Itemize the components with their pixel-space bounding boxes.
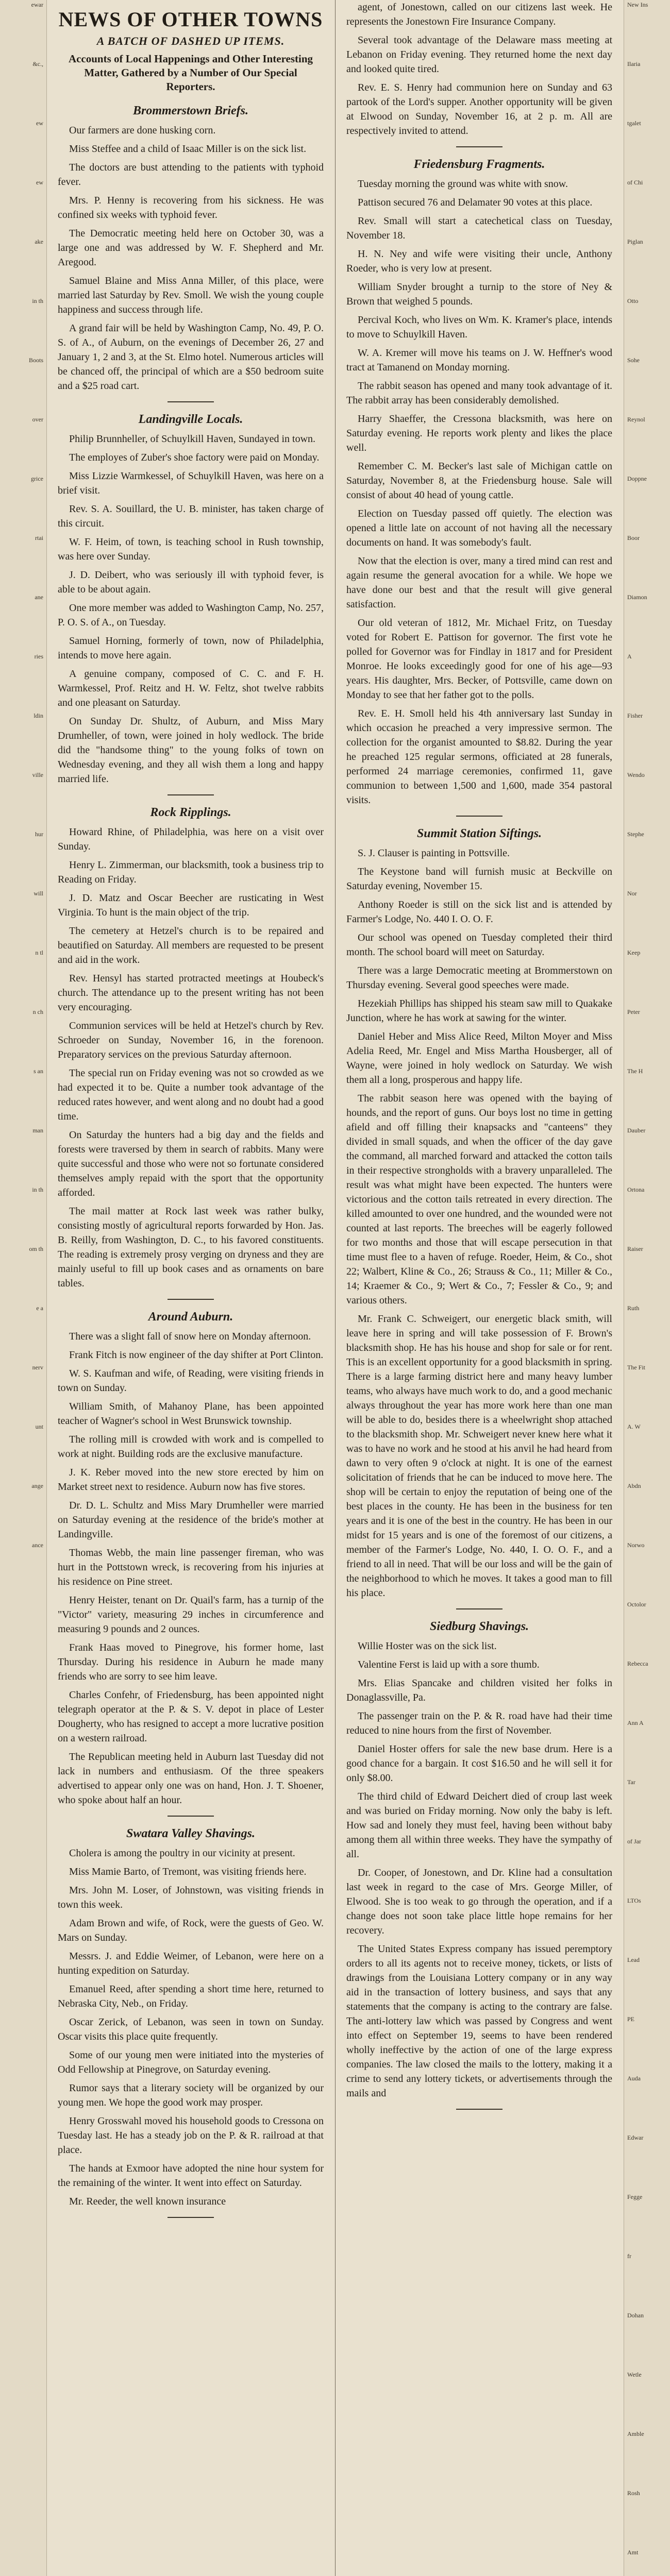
right-margin-strip	[624, 0, 670, 2576]
news-item: The rabbit season has opened and many took advantage of it. The rabbit array has been considerably demolished.	[346, 380, 612, 406]
news-item: Samuel Horning, formerly of town, now of Philadelphia, intends to move here again.	[58, 635, 324, 661]
news-item: Anthony Roeder is still on the sick list and is attended by Farmer's Lodge, No. 440 I. O. O. F.	[346, 899, 612, 925]
section-divider	[167, 794, 214, 795]
margin-fragment: A. W	[627, 1423, 641, 1430]
news-item: agent, of Jonestown, called on our citizens last week. He represents the Jonestown Fire Insurance Company.	[346, 2, 612, 27]
margin-fragment: Abdn	[627, 1482, 641, 1489]
margin-fragment: Doppne	[627, 475, 647, 482]
news-item: Samuel Blaine and Miss Anna Miller, of this place, were married last Saturday by Rev. Smoll. We wish the young couple happiness and success through life.	[58, 275, 324, 315]
news-item: Rumor says that a literary society will be organized by our young men. We hope the good work may prosper.	[58, 2082, 324, 2108]
news-item: Rev. S. A. Souillard, the U. B. minister, has taken charge of this circuit.	[58, 503, 324, 529]
news-item: Thomas Webb, the main line passenger fireman, who was hurt in the Pottstown wreck, is recovering from his injuries at his residence on Pine street.	[58, 1547, 324, 1587]
news-item: Mr. Frank C. Schweigert, our energetic black smith, will leave here in spring and will take possession of F. Brown's blacksmith shop. He has his house and shop for sale or for rent. This is an excellent opportunity for a good blacksmith in spring. There is a large farming district here and many heavy lumber teams, who always have much work to do, and a good mechanic always throughout the year has more work here than one man will be able to do, besides there is a wheelwright shop attached to the blacksmith shop. Mr. Schweigert never knew here what it was to have no work and he stood at his anvil he had heard from dawn to very often 9 o'clock at night. It is one of the earnest solicitation of friends that he can be induced to move here. The shop will be certain to enjoy the reputation of being one of the best places in the county. He has been in the business for ten years and it is one of the best in the country. He has been in our midst for 15 years and is one of the foremost of our citizens, a member of the Farmer's Lodge, No. 440, I. O. O. F., and a friend to all in need. That will be our loss and will be the gain of the neighborhood to which he moves. It takes a good man to fill his place.	[346, 1313, 612, 1599]
news-item: Now that the election is over, many a tired mind can rest and again resume the general avocation for a while. We hope we have done our best and that the result will give general satisfaction.	[346, 555, 612, 610]
margin-fragment: LTOs	[627, 1897, 641, 1904]
margin-fragment: n ch	[32, 1008, 43, 1015]
margin-fragment: Amt	[627, 2549, 639, 2556]
news-item: William Snyder brought a turnip to the store of Ney & Brown that weighed 5 pounds.	[346, 281, 612, 307]
margin-fragment: Dohan	[627, 2312, 644, 2319]
margin-fragment: Diamon	[627, 594, 647, 601]
section-heading: Summit Station Siftings.	[416, 827, 542, 840]
news-item: Henry Grosswahl moved his household goods to Cressona on Tuesday last. He has a steady job on the P. & R. railroad at that place.	[58, 2115, 324, 2156]
news-item: Our farmers are done husking corn.	[69, 125, 216, 136]
news-item: The United States Express company has issued peremptory orders to all its agents not to receive money, tickets, or lists of drawings from the Louisiana Lottery company or in any way aid in the transaction of lottery business, and says that any statements that the company is acting to the contrary are false. The anti-lottery law which was passed by Congress and went into effect on September 19, seems to have been rendered wholly ineffective by the action of one of the large express companies. The law closed the mails to the lottery, making it a crime to send any lottery tickets, or advertisements through the mails and	[346, 1943, 612, 2099]
margin-fragment: ane	[35, 594, 43, 601]
news-item: Miss Steffee and a child of Isaac Miller is on the sick list.	[69, 143, 307, 155]
margin-fragment: man	[32, 1127, 43, 1134]
news-item: Remember C. M. Becker's last sale of Michigan cattle on Saturday, November 8, at the Friedensburg house. Sale will consist of about 40 head of young cattle.	[346, 461, 612, 501]
margin-fragment: of Chi	[627, 179, 643, 186]
margin-fragment: nerv	[32, 1364, 43, 1371]
section-divider	[167, 2217, 214, 2218]
margin-fragment: e a	[36, 1304, 43, 1312]
margin-fragment: ake	[35, 238, 43, 245]
news-item: Mr. Reeder, the well known insurance	[69, 2196, 226, 2207]
margin-fragment: Rosh	[627, 2489, 640, 2497]
news-item: W. F. Heim, of town, is teaching school in Rush township, was here over Sunday.	[58, 536, 324, 562]
news-item: Henry L. Zimmerman, our blacksmith, took a business trip to Reading on Friday.	[58, 859, 324, 885]
news-item: The special run on Friday evening was not so crowded as we had expected it to be. Quite a number took advantage of the reduced rates however, and went along and no doubt had a good time.	[58, 1067, 324, 1122]
margin-fragment: s an	[34, 1067, 43, 1075]
section-divider	[167, 1816, 214, 1817]
margin-fragment: over	[32, 416, 43, 423]
news-item: Howard Rhine, of Philadelphia, was here on a visit over Sunday.	[58, 826, 324, 852]
news-item: Communion services will be held at Hetzel's church by Rev. Schroeder on Sunday, November 16, in the forenoon. Preparatory services on the previous Saturday afternoon.	[58, 1020, 324, 1060]
news-item: Messrs. J. and Eddie Weimer, of Lebanon, were here on a hunting expedition on Saturday.	[58, 1951, 324, 1976]
section-divider	[456, 816, 502, 817]
news-item: Frank Fitch is now engineer of the day shifter at Port Clinton.	[69, 1349, 324, 1361]
margin-fragment: &c.,	[32, 60, 43, 67]
news-item: Mrs. P. Henny is recovering from his sickness. He was confined six weeks with typhoid fever.	[58, 195, 324, 221]
margin-fragment: unt	[35, 1423, 43, 1430]
news-item: Rev. E. H. Smoll held his 4th anniversary last Sunday in which occasion he preached a very impressive sermon. The collection for the organist amounted to $8.82. During the year he preached 125 regular sermons, officiated at 28 funerals, performed 24 marriage ceremonies, confirmed 11, gave communion to between 1,500 and 1,600, made 354 pastoral visits.	[346, 708, 612, 806]
news-item: Rev. E. S. Henry had communion here on Sunday and 63 partook of the Lord's supper. Another opportunity will be given at Elwood on Sunday, November 16, at 2 p. m. All are respectively invited to attend.	[346, 82, 612, 137]
news-item: Tuesday morning the ground was white with snow.	[358, 178, 568, 190]
news-item: On Sunday Dr. Shultz, of Auburn, and Miss Mary Drumheller, of town, were joined in holy wedlock. The bride did the "handsome thing" to the young folks of town on Wednesday evening, and they all wish them a long and happy married life.	[58, 716, 324, 785]
margin-fragment: Lead	[627, 1956, 640, 1963]
news-item: W. S. Kaufman and wife, of Reading, were visiting friends in town on Sunday.	[58, 1368, 324, 1394]
news-item: The Keystone band will furnish music at Beckville on Saturday evening, November 15.	[346, 866, 612, 892]
news-item: Willie Hoster was on the sick list.	[358, 1640, 497, 1652]
margin-fragment: Norwo	[627, 1541, 645, 1549]
margin-fragment: PE	[627, 2015, 635, 2023]
masthead: NEWS OF OTHER TOWNS	[58, 8, 323, 31]
news-item: Miss Mamie Barto, of Tremont, was visiting friends here.	[69, 1866, 307, 1877]
news-item: J. D. Matz and Oscar Beecher are rusticating in West Virginia. To hunt is the main object of the trip.	[58, 892, 324, 918]
news-item: Daniel Heber and Miss Alice Reed, Milton Moyer and Miss Adelia Reed, Mr. Engel and Miss Martha Housberger, all of Wayne, were joined in holy wedlock on Saturday. We wish them all a long, prosperous and happy life.	[346, 1031, 612, 1086]
sub-deck: Accounts of Local Happenings and Other Interesting Matter, Gathered by a Number of Our Special Reporters.	[68, 53, 313, 93]
margin-fragment: grice	[31, 475, 43, 482]
news-item: A grand fair will be held by Washington Camp, No. 49, P. O. S. of A., of Auburn, on the evenings of December 26, 27 and January 1, 2 and 3, at the St. Elmo hotel. Numerous articles will be chanced off, the principal of which are a $50 bedroom suite and a $25 road cart.	[58, 323, 324, 392]
margin-fragment: will	[34, 890, 43, 897]
margin-fragment: Reynol	[627, 416, 645, 423]
news-item: Our old veteran of 1812, Mr. Michael Fritz, on Tuesday voted for Robert E. Pattison for governor. The first vote he polled for Governor was for Findlay in 1817 and for President Monroe. He looks exceedingly good for one of his age—93 years. His daughter, Mrs. Becker, of Pottsville, came down on Monday to see that her father got to the polls.	[346, 617, 612, 701]
news-item: J. K. Reber moved into the new store erected by him on Market street next to residence. Auburn now has five stores.	[58, 1467, 324, 1493]
news-item: The employes of Zuber's shoe factory were paid on Monday.	[69, 452, 320, 463]
margin-fragment: of Jar	[627, 1838, 641, 1845]
margin-fragment: rtai	[35, 534, 43, 541]
news-item: Emanuel Reed, after spending a short time here, returned to Nebraska City, Neb., on Friday.	[58, 1984, 324, 2009]
margin-fragment: The Fit	[627, 1364, 645, 1371]
news-item: Harry Shaeffer, the Cressona blacksmith, was here on Saturday evening. He reports work plenty and likes the place well.	[346, 413, 612, 453]
margin-fragment: The H	[627, 1067, 643, 1075]
margin-fragment: ew	[36, 179, 43, 186]
news-item: Frank Haas moved to Pinegrove, his former home, last Thursday. During his residence in Auburn he made many friends who are sorry to see him leave.	[58, 1642, 324, 1682]
news-item: There was a large Democratic meeting at Brommerstown on Thursday evening. Several good speeches were made.	[346, 965, 612, 991]
margin-fragment: fr	[627, 2252, 631, 2260]
section-heading: Rock Ripplings.	[150, 806, 231, 819]
margin-fragment: Wendo	[627, 771, 645, 778]
section-heading: Friedensburg Fragments.	[413, 158, 545, 171]
news-item: Oscar Zerick, of Lebanon, was seen in town on Sunday. Oscar visits this place quite frequently.	[58, 2016, 324, 2042]
news-item: Daniel Hoster offers for sale the new base drum. Here is a good chance for a bargain. It cost $16.50 and he will sell it for only $8.00.	[346, 1743, 612, 1784]
news-item: Mrs. Elias Spancake and children visited her folks in Donaglassville, Pa.	[346, 1677, 612, 1703]
news-item: The Democratic meeting held here on October 30, was a large one and was addressed by W. F. Shepherd and Mr. Aregood.	[58, 228, 324, 268]
news-item: Dr. Cooper, of Jonestown, and Dr. Kline had a consultation last week in regard to the case of Mrs. George Miller, of Elwood. She is too weak to go through the operation, and if a change does not soon take place little hope remains for her recovery.	[346, 1867, 612, 1936]
margin-fragment: Rebecca	[627, 1660, 648, 1667]
news-item: Charles Confehr, of Friedensburg, has been appointed night telegraph operator at the P. & S. V. depot in place of Lester Dougherty, who has resigned to accept a more lucrative position on a western railroad.	[58, 1689, 324, 1744]
section-heading: Landingville Locals.	[138, 413, 243, 426]
news-item: The Republican meeting held in Auburn last Tuesday did not lack in numbers and enthusiasm. Of the three speakers advertised to appear only one was on hand, Hon. J. T. Shoener, who spoke about half an hour.	[58, 1751, 324, 1806]
margin-fragment: Ann A	[627, 1719, 644, 1726]
news-item: Miss Lizzie Warmkessel, of Schuylkill Haven, was here on a brief visit.	[58, 470, 324, 496]
margin-fragment: Amble	[627, 2430, 644, 2437]
news-item: The hands at Exmoor have adopted the nine hour system for the remaining of the winter. It went into effect on Saturday.	[58, 2163, 324, 2189]
news-item: One more member was added to Washington Camp, No. 257, P. O. S. of A., on Tuesday.	[58, 602, 324, 628]
column-one	[52, 0, 330, 2576]
margin-fragment: om th	[29, 1245, 43, 1252]
news-item: William Smith, of Mahanoy Plane, has been appointed teacher of Wagner's school in West Brunswick township.	[58, 1401, 324, 1427]
margin-fragment: Keep	[627, 949, 641, 956]
news-item: Our school was opened on Tuesday completed their third month. The school board will meet on Saturday.	[346, 932, 612, 958]
section-divider	[167, 1299, 214, 1300]
news-item: The mail matter at Rock last week was rather bulky, consisting mostly of agricultural reports forwarded by Hon. Jas. B. Reilly, from Washington, D. C., to his favored constituents. The reading is extremely prosy verging on dryness and they are mainly useful to fill up book cases and as ornaments on bare tables.	[58, 1206, 324, 1289]
news-item: Rev. Hensyl has started protracted meetings at Houbeck's church. The attendance up to the present writing has not been very encouraging.	[58, 973, 324, 1013]
margin-fragment: ldin	[34, 712, 43, 719]
margin-fragment: Auda	[627, 2075, 641, 2082]
margin-fragment: ville	[32, 771, 43, 778]
news-item: The cemetery at Hetzel's church is to be repaired and beautified on Saturday. All members are requested to be present and aid in the work.	[58, 925, 324, 965]
margin-fragment: Fegge	[627, 2193, 643, 2200]
column-rule	[335, 0, 336, 2576]
news-item: J. D. Deibert, who was seriously ill with typhoid fever, is able to be about again.	[58, 569, 324, 595]
section-divider	[167, 401, 214, 402]
news-item: Henry Heister, tenant on Dr. Quail's farm, has a turnip of the "Victor" variety, measuring 29 inches in circumference and measuring 9 pounds and 2 ounces.	[58, 1595, 324, 1635]
news-item: A genuine company, composed of C. C. and F. H. Warmkessel, Prof. Reitz and H. W. Feltz, shot twelve rabbits and one pleasant on Saturday.	[58, 668, 324, 708]
section-divider	[456, 2109, 502, 2110]
news-item: There was a slight fall of snow here on Monday afternoon.	[69, 1331, 311, 1342]
margin-fragment: in th	[32, 297, 43, 304]
deck-headline: A BATCH OF DASHED UP ITEMS.	[96, 35, 285, 47]
section-heading: Siedburg Shavings.	[429, 1620, 529, 1633]
margin-fragment: ew	[36, 120, 43, 127]
margin-fragment: A	[627, 653, 632, 660]
news-item: The rabbit season here was opened with the baying of hounds, and the report of guns. Our boys lost no time in getting afield and off filling their knapsacks and "canteens" they divided in small squads, and when the officer of the day gave the command, all marched forward and attacked the cotton tails in their respective strongholds with a bravery unparalleled. The result was what might have been expected. The hunters were victorious and the cotton tails retreated in every direction. The killed amounted to over one hundred, and the wounded were not counted at last reports. The breeches will be eagerly followed for two months and those that will escape persecution in that time must flee to a haven of refuge. Roeder, Heim, & Co., shot 22; Walbert, Kline & Co., 26; Strauss & Co., 11; Miller & Co., 14; Kraemer & Co., 9; Wert & Co., 7; Fessler & Co., 9; and various others.	[346, 1093, 612, 1306]
news-item: Dr. D. L. Schultz and Miss Mary Drumheller were married on Saturday evening at the residence of the bride's mother at Landingville.	[58, 1500, 324, 1540]
section-heading: Brommerstown Briefs.	[132, 104, 249, 117]
margin-fragment: Raiser	[627, 1245, 643, 1252]
margin-fragment: tgalet	[627, 120, 641, 127]
margin-fragment: Sohe	[627, 357, 640, 364]
margin-fragment: hur	[35, 831, 43, 838]
margin-fragment: Fisher	[627, 712, 643, 719]
news-item: Rev. Small will start a catechetical class on Tuesday, November 18.	[346, 215, 612, 241]
margin-fragment: ewar	[31, 1, 43, 8]
column-one-body	[58, 104, 324, 2218]
news-item: S. J. Clauser is painting in Pottsville.	[358, 848, 510, 859]
margin-fragment: in th	[32, 1186, 43, 1193]
news-item: W. A. Kremer will move his teams on J. W. Heffner's wood tract at Tamanend on Monday morning.	[346, 347, 612, 373]
margin-fragment: Ruth	[627, 1304, 640, 1312]
news-item: Percival Koch, who lives on Wm. K. Kramer's place, intends to move to Schuylkill Haven.	[346, 314, 612, 340]
margin-fragment: New Ins	[627, 1, 648, 8]
column-two	[340, 0, 618, 2576]
margin-fragment: Boots	[28, 357, 43, 364]
margin-fragment: Ilaria	[627, 60, 641, 67]
section-heading: Swatara Valley Shavings.	[126, 1827, 256, 1840]
news-item: Several took advantage of the Delaware mass meeting at Lebanon on Friday evening. They returned home the next day and looked quite tired.	[346, 35, 612, 75]
margin-fragment: Dauber	[627, 1127, 646, 1134]
left-margin-strip	[0, 0, 47, 2576]
news-item: The doctors are bust attending to the patients with typhoid fever.	[58, 162, 324, 188]
section-divider	[456, 146, 502, 147]
margin-fragment: ries	[34, 653, 43, 660]
news-item: H. N. Ney and wife were visiting their uncle, Anthony Roeder, who is very low at present.	[346, 248, 612, 274]
news-item: Mrs. John M. Loser, of Johnstown, was visiting friends in town this week.	[58, 1885, 324, 1910]
news-item: Hezekiah Phillips has shipped his steam saw mill to Quakake Junction, where he has work at sawing for the winter.	[346, 998, 612, 1024]
news-item: The passenger train on the P. & R. road have had their time reduced to nine hours from the first of November.	[346, 1710, 612, 1736]
news-item: The rolling mill is crowded with work and is compelled to work at night. Building rods are the exclusive manufacture.	[58, 1434, 324, 1460]
margin-fragment: Piglan	[627, 238, 643, 245]
section-heading: Around Auburn.	[148, 1310, 233, 1324]
news-item: Philip Brunnheller, of Schuylkill Haven, Sundayed in town.	[69, 433, 316, 445]
margin-fragment: ance	[32, 1541, 43, 1549]
news-item: The third child of Edward Deichert died of croup last week and was buried on Friday morning. Now only the baby is left. How sad and lonely they must feel, having been without baby among them all within three weeks. They have the sympathy of all.	[346, 1791, 612, 1860]
news-item: Pattison secured 76 and Delamater 90 votes at this place.	[358, 197, 593, 208]
margin-fragment: Edwar	[627, 2134, 644, 2141]
margin-fragment: Ortona	[627, 1186, 645, 1193]
column-two-body	[346, 0, 612, 2110]
news-item: Adam Brown and wife, of Rock, were the guests of Geo. W. Mars on Sunday.	[58, 1918, 324, 1943]
news-item: Election on Tuesday passed off quietly. The election was opened a little late on account of not having all the necessary documents on hand. It was somebody's fault.	[346, 508, 612, 548]
margin-fragment: Stephe	[627, 831, 644, 838]
margin-fragment: Octolor	[627, 1601, 646, 1608]
margin-fragment: Peter	[627, 1008, 640, 1015]
news-item: Some of our young men were initiated into the mysteries of Odd Fellowship at Pinegrove, on Saturday evening.	[58, 2049, 324, 2075]
news-item: Cholera is among the poultry in our vicinity at present.	[69, 1848, 295, 1859]
margin-fragment: ange	[31, 1482, 43, 1489]
margin-fragment: Boor	[627, 534, 640, 541]
margin-fragment: Otto	[627, 297, 639, 304]
news-item: On Saturday the hunters had a big day and the fields and forests were traversed by them in search of rabbits. Many were quite successful and those who were not so fortunate considered themselves amply repaid with the sport that the opportunity afforded.	[58, 1129, 324, 1198]
margin-fragment: n tl	[35, 949, 43, 956]
margin-fragment: Wetle	[627, 2371, 642, 2378]
margin-fragment: Tar	[627, 1778, 635, 1786]
margin-fragment: Nor	[627, 890, 637, 897]
section-divider	[456, 1608, 502, 1609]
news-item: Valentine Ferst is laid up with a sore thumb.	[358, 1659, 540, 1670]
